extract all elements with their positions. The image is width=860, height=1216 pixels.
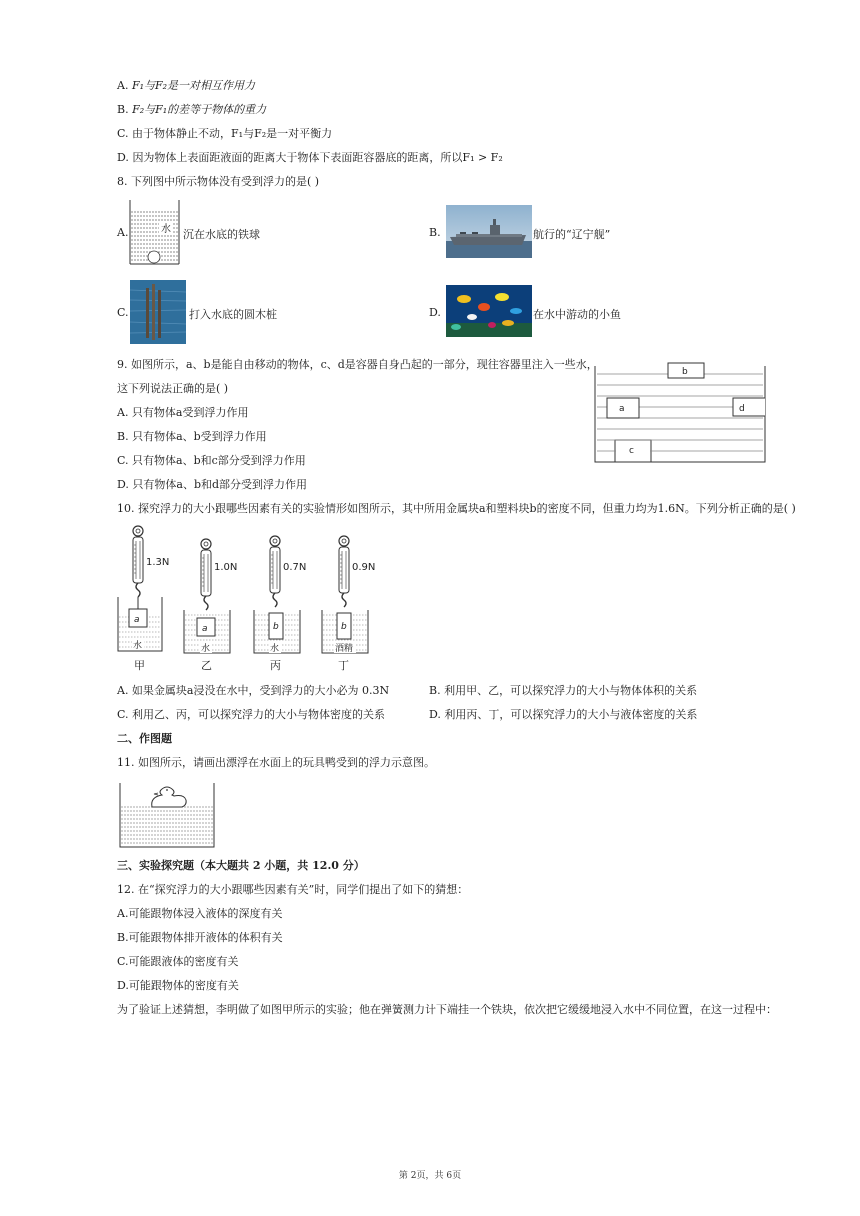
q9-stem-line2: 这下列说法正确的是( ) bbox=[117, 382, 229, 395]
q10-block-1: a bbox=[134, 615, 140, 625]
q8-b-letter: B. bbox=[429, 226, 441, 239]
q10-reading-1: 1.3N bbox=[146, 557, 170, 568]
q10-block-3: b bbox=[273, 622, 279, 632]
q10-name-1: 甲 bbox=[134, 659, 145, 672]
q9-option-a: A. 只有物体a受到浮力作用 bbox=[117, 406, 249, 419]
q10-option-c: C. 利用乙、丙，可以探究浮力的大小与物体密度的关系 bbox=[117, 708, 386, 721]
q9-stem-line1: 9. 如图所示，a、b是能自由移动的物体，c、d是容器自身凸起的一部分，现往容器里注入一些水， bbox=[117, 358, 598, 371]
q7-option-d: D. 因为物体上表面距液面的距离大于物体下表面距容器底的距离，所以F₁ > F₂ bbox=[117, 151, 503, 164]
q9-option-b: B. 只有物体a、b受到浮力作用 bbox=[117, 430, 267, 443]
q9-option-c: C. 只有物体a、b和c部分受到浮力作用 bbox=[117, 454, 306, 467]
q8-d-caption: 在水中游动的小鱼 bbox=[533, 308, 621, 321]
q9-label-b: b bbox=[682, 367, 688, 377]
q10-stem: 10. 探究浮力的大小跟哪些因素有关的实验情形如图所示，其中所用金属块a和塑料块b的密度不同，但重力均为1.6N。下列分析正确的是( ) bbox=[117, 502, 796, 515]
q12-guess-c: C.可能跟液体的密度有关 bbox=[117, 955, 239, 968]
q12-stem: 12. 在“探究浮力的大小跟哪些因素有关”时，同学们提出了如下的猜想： bbox=[117, 883, 469, 896]
q11-duck-diagram bbox=[118, 781, 218, 851]
q10-option-a: A. 如果金属块a浸没在水中，受到浮力的大小必为 0.3N bbox=[117, 684, 390, 697]
q9-container-diagram bbox=[593, 360, 767, 466]
q8-a-letter: A. bbox=[117, 226, 129, 239]
q10-block-2: a bbox=[202, 624, 208, 634]
q11-stem: 11. 如图所示，请画出漂浮在水面上的玩具鸭受到的浮力示意图。 bbox=[117, 756, 435, 769]
q8-stem: 8. 下列图中所示物体没有受到浮力的是( ) bbox=[117, 175, 320, 188]
section3-title: 三、实验探究题（本大题共 2 小题，共 12.0 分） bbox=[117, 859, 365, 872]
q10-option-b: B. 利用甲、乙，可以探究浮力的大小与物体体积的关系 bbox=[429, 684, 698, 697]
q12-guess-a: A.可能跟物体浸入液体的深度有关 bbox=[117, 907, 283, 920]
q10-reading-4: 0.9N bbox=[352, 562, 376, 573]
q7-option-a: A. F₁与F₂是一对相互作用力 bbox=[117, 79, 256, 92]
q12-guess-d: D.可能跟物体的密度有关 bbox=[117, 979, 239, 992]
q9-label-c: c bbox=[629, 446, 634, 456]
q8-c-piles-photo bbox=[130, 280, 186, 344]
q10-option-d: D. 利用丙、丁，可以探究浮力的大小与液体密度的关系 bbox=[429, 708, 698, 721]
q8-a-water-label: 水 bbox=[161, 224, 171, 235]
page-footer: 第 2页，共 6页 bbox=[398, 1171, 462, 1181]
q10-liquid-2: 水 bbox=[201, 644, 211, 654]
q10-name-2: 乙 bbox=[201, 659, 212, 672]
section2-title: 二、作图题 bbox=[117, 732, 172, 745]
q10-liquid-3: 水 bbox=[270, 644, 280, 654]
q10-reading-2: 1.0N bbox=[214, 562, 238, 573]
q10-block-4: b bbox=[341, 622, 347, 632]
q10-name-3: 丙 bbox=[270, 659, 281, 672]
q12-guess-b: B.可能跟物体排开液体的体积有关 bbox=[117, 931, 283, 944]
q7-option-b: B. F₂与F₁的差等于物体的重力 bbox=[117, 103, 267, 116]
q8-a-diagram bbox=[127, 198, 182, 266]
q12-paragraph: 为了验证上述猜想，李明做了如图甲所示的实验；他在弹簧测力计下端挂一个铁块，依次把它缓缓地浸入水中不同位置，在这一过程中： bbox=[117, 1003, 777, 1016]
q7-option-c: C. 由于物体静止不动，F₁与F₂是一对平衡力 bbox=[117, 127, 333, 140]
q8-c-caption: 打入水底的圆木桩 bbox=[189, 308, 277, 321]
q8-d-letter: D. bbox=[429, 306, 441, 319]
q8-a-caption: 沉在水底的铁球 bbox=[183, 228, 260, 241]
q8-b-caption: 航行的“辽宁舰” bbox=[533, 228, 611, 241]
q9-label-d: d bbox=[739, 404, 745, 414]
q10-liquid-4: 酒精 bbox=[335, 644, 354, 654]
q10-name-4: 丁 bbox=[338, 659, 349, 672]
q10-liquid-1: 水 bbox=[133, 641, 143, 651]
q8-c-letter: C. bbox=[117, 306, 129, 319]
q8-d-fish-photo bbox=[446, 285, 532, 337]
q10-reading-3: 0.7N bbox=[283, 562, 307, 573]
q10-experiment-figure bbox=[112, 525, 382, 675]
q8-b-ship-photo bbox=[446, 205, 532, 258]
q9-label-a: a bbox=[619, 404, 625, 414]
q9-option-d: D. 只有物体a、b和d部分受到浮力作用 bbox=[117, 478, 308, 491]
